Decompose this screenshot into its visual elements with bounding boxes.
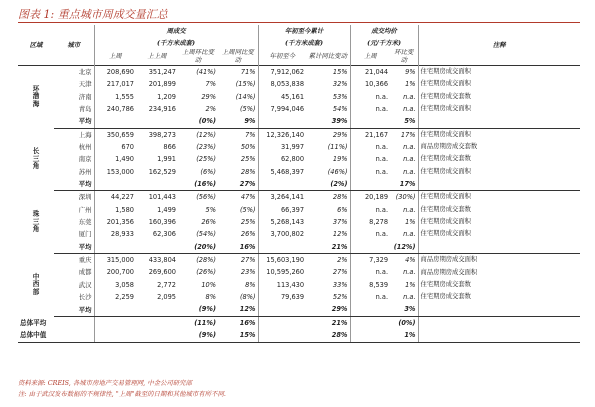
prev-week-volume: 433,804	[148, 256, 176, 265]
yoy-change: 25%	[218, 216, 258, 228]
average-price-change: (12%)	[390, 241, 418, 254]
weekly-volume: 201,356	[106, 218, 134, 226]
weekly-volume: 3,058	[115, 280, 134, 289]
prev-week-volume: 234,916	[148, 104, 176, 113]
average-ytd-yoy: (2%)	[306, 178, 350, 191]
ytd-total: 12,326,140	[266, 130, 305, 139]
average-blank	[258, 304, 306, 317]
avg-price: 10,366	[364, 80, 389, 89]
average-label: 平均	[54, 241, 94, 254]
avg-price: n.a.	[375, 205, 389, 214]
avg-price: 20,189	[364, 193, 389, 202]
header-price-wow: 环比变动	[390, 49, 418, 66]
wow-change: (6%)	[200, 167, 216, 176]
price-change: 9%	[390, 66, 418, 79]
header-yoy: 上周同比变动	[218, 49, 258, 66]
price-change: n.a.	[390, 153, 418, 165]
avg-price: n.a.	[375, 167, 389, 176]
yoy-change: 47%	[218, 191, 258, 204]
average-price-change: 17%	[390, 178, 418, 191]
prev-week-volume: 62,306	[152, 230, 176, 239]
wow-change: 8%	[205, 293, 216, 302]
price-change: n.a.	[390, 291, 418, 303]
header-prev-week: 上上周	[147, 52, 167, 61]
prev-week-volume: 201,899	[148, 80, 176, 89]
table-row	[18, 153, 580, 165]
yoy-change: 27%	[218, 254, 258, 267]
yoy-change: 71%	[218, 66, 258, 79]
ytd-yoy-change: 33%	[306, 279, 350, 291]
table-row	[18, 66, 580, 79]
wow-change: (54%)	[196, 230, 216, 239]
region-label: 中 西 部	[32, 272, 40, 296]
ytd-yoy-change: (11%)	[306, 141, 350, 153]
ytd-total: 7,994,046	[270, 104, 305, 113]
wow-change: (56%)	[196, 193, 216, 202]
summary-label: 总体中值	[18, 329, 94, 342]
average-price-change: 5%	[390, 115, 418, 128]
avg-price: 8,539	[369, 280, 389, 289]
average-blank	[136, 304, 178, 317]
city-name: 深圳	[54, 191, 94, 204]
price-change: 1%	[390, 78, 418, 90]
avg-price: 7,329	[369, 256, 389, 265]
weekly-volume: 315,000	[106, 256, 134, 265]
city-name: 济南	[54, 91, 94, 103]
header-city: 城市	[54, 25, 94, 66]
average-blank	[94, 115, 136, 128]
yoy-change: 23%	[218, 267, 258, 279]
weekly-volume: 28,933	[110, 230, 134, 239]
summary-label: 总体平均	[18, 316, 94, 329]
ytd-yoy-change: 2%	[306, 254, 350, 267]
yoy-change: (5%)	[218, 103, 258, 115]
table-row	[18, 204, 580, 216]
prev-week-volume: 1,991	[157, 155, 176, 164]
average-yoy: 27%	[218, 178, 258, 191]
price-change: n.a.	[390, 141, 418, 153]
summary-row	[18, 329, 580, 342]
average-blank	[94, 241, 136, 254]
weekly-volume: 153,000	[106, 167, 134, 176]
note: 住宅期房成交面积	[420, 130, 471, 138]
ytd-yoy-change: 29%	[306, 128, 350, 141]
ytd-total: 3,700,802	[270, 230, 305, 239]
average-wow: (0%)	[178, 115, 218, 128]
city-name: 苏州	[54, 166, 94, 178]
summary-row	[18, 316, 580, 329]
weekly-volume: 200,700	[106, 268, 134, 277]
average-ytd-yoy: 29%	[306, 304, 350, 317]
summary-price-change: (0%)	[390, 316, 418, 329]
city-name: 南京	[54, 153, 94, 165]
summary-blank	[258, 316, 306, 329]
summary-blank	[136, 329, 178, 342]
average-label: 平均	[54, 115, 94, 128]
summary-yoy: 15%	[218, 329, 258, 342]
summary-blank	[418, 329, 580, 342]
average-wow: (9%)	[178, 304, 218, 317]
header-avg-price: 成交均价	[350, 25, 418, 37]
note: 住宅期房成交套数	[420, 293, 471, 301]
note: 住宅期房成交面积	[420, 68, 471, 76]
source-footnote: 资料来源: CREIS, 各城市房地产交易管理网, 中金公司研究部	[18, 379, 192, 387]
ytd-yoy-change: 19%	[306, 153, 350, 165]
ytd-yoy-change: (46%)	[306, 166, 350, 178]
table-row	[18, 191, 580, 204]
average-label: 平均	[54, 304, 94, 317]
note: 住宅期房成交套数	[420, 155, 471, 163]
yoy-change: 28%	[218, 166, 258, 178]
note: 住宅期房成交面积	[420, 167, 471, 175]
header-weekly-unit: (千方米成套)	[94, 37, 258, 49]
city-name: 长沙	[54, 291, 94, 303]
avg-price: n.a.	[375, 142, 389, 151]
summary-blank	[350, 316, 390, 329]
avg-price: 8,278	[369, 218, 389, 226]
table-row	[18, 141, 580, 153]
summary-ytd-yoy: 21%	[306, 316, 350, 329]
prev-week-volume: 2,095	[157, 293, 176, 302]
average-label: 平均	[54, 178, 94, 191]
header-this-week: 上周	[108, 52, 122, 61]
yoy-change: 8%	[218, 279, 258, 291]
header-region: 区域	[29, 40, 43, 49]
ytd-yoy-change: 54%	[306, 103, 350, 115]
yoy-change: 26%	[218, 228, 258, 240]
average-blank	[350, 115, 390, 128]
weekly-volume: 1,555	[115, 92, 134, 101]
region-label: 环 渤 海	[32, 84, 40, 108]
price-change: n.a.	[390, 103, 418, 115]
average-blank	[350, 178, 390, 191]
note: 商品房期房成交面积	[420, 256, 478, 264]
wow-change: (12%)	[196, 130, 216, 139]
city-name: 武汉	[54, 279, 94, 291]
city-name: 上海	[54, 128, 94, 141]
ytd-total: 10,595,260	[266, 268, 305, 277]
average-row	[18, 241, 580, 254]
summary-price-change: 1%	[390, 329, 418, 342]
city-name: 北京	[54, 66, 94, 79]
yoy-change: (8%)	[218, 291, 258, 303]
wow-change: 10%	[201, 280, 216, 289]
average-blank	[94, 178, 136, 191]
avg-price: 21,044	[364, 67, 389, 76]
average-row	[18, 178, 580, 191]
wow-change: 2%	[205, 104, 216, 113]
average-row	[18, 304, 580, 317]
city-name: 广州	[54, 204, 94, 216]
price-change: 4%	[390, 254, 418, 267]
ytd-yoy-change: 37%	[306, 216, 350, 228]
title-rule	[18, 22, 580, 23]
prev-week-volume: 162,529	[148, 167, 176, 176]
city-name: 东莞	[54, 216, 94, 228]
average-yoy: 12%	[218, 304, 258, 317]
ytd-total: 5,268,143	[270, 218, 305, 226]
prev-week-volume: 351,247	[148, 67, 176, 76]
ytd-total: 62,800	[280, 155, 305, 164]
weekly-volume: 1,490	[115, 155, 134, 164]
table-row	[18, 228, 580, 240]
summary-wow: (11%)	[194, 318, 216, 327]
volume-table	[18, 25, 580, 343]
ytd-yoy-change: 53%	[306, 91, 350, 103]
note: 住宅期房成交套数	[420, 92, 471, 100]
average-blank	[418, 304, 580, 317]
header-ytd-unit: (千方米成套)	[258, 37, 350, 49]
wow-change: (25%)	[196, 155, 216, 164]
header-price-week: 上周	[363, 52, 377, 61]
ytd-total: 8,053,838	[270, 80, 305, 89]
ytd-yoy-change: 28%	[306, 191, 350, 204]
avg-price: n.a.	[375, 155, 389, 164]
average-row	[18, 115, 580, 128]
average-blank	[258, 241, 306, 254]
city-name: 天津	[54, 78, 94, 90]
table-row	[18, 279, 580, 291]
average-blank	[136, 115, 178, 128]
weekly-volume: 240,786	[106, 104, 134, 113]
summary-blank	[258, 329, 306, 342]
summary-blank	[136, 316, 178, 329]
average-blank	[418, 178, 580, 191]
ytd-total: 15,603,190	[266, 256, 305, 265]
prev-week-volume: 160,396	[148, 218, 176, 226]
prev-week-volume: 101,443	[148, 193, 176, 202]
average-blank	[350, 304, 390, 317]
ytd-total: 31,997	[280, 142, 305, 151]
average-blank	[350, 241, 390, 254]
average-blank	[258, 115, 306, 128]
weekly-volume: 2,259	[115, 293, 134, 302]
header-wow: 上周环比变动	[182, 49, 214, 64]
yoy-change: 25%	[218, 153, 258, 165]
average-ytd-yoy: 21%	[306, 241, 350, 254]
avg-price: n.a.	[375, 293, 389, 302]
header-weekly-volume: 周成交	[94, 25, 258, 37]
wow-change: (41%)	[196, 67, 216, 76]
wow-change: (23%)	[196, 142, 216, 151]
summary-yoy: 16%	[218, 316, 258, 329]
header-ytd-yoy: 累计同比变动	[306, 49, 350, 66]
note: 住宅期房成交套数	[420, 280, 471, 288]
weekly-volume: 350,659	[106, 130, 134, 139]
table-row	[18, 91, 580, 103]
price-change: n.a.	[390, 166, 418, 178]
table-row	[18, 216, 580, 228]
yoy-change: 50%	[218, 141, 258, 153]
figure-title: 图表 1: 重点城市周成交量汇总	[18, 8, 168, 21]
avg-price: n.a.	[375, 92, 389, 101]
weekly-volume: 217,017	[106, 80, 134, 89]
average-blank	[94, 304, 136, 317]
average-yoy: 9%	[218, 115, 258, 128]
avg-price: n.a.	[375, 230, 389, 239]
price-change: 17%	[390, 128, 418, 141]
weekly-volume: 670	[121, 142, 134, 151]
note: 住宅期房成交套数	[420, 205, 471, 213]
region-label: 长 三 角	[32, 147, 40, 171]
ytd-yoy-change: 6%	[306, 204, 350, 216]
yoy-change: (5%)	[218, 204, 258, 216]
summary-ytd-yoy: 28%	[306, 329, 350, 342]
average-blank	[258, 178, 306, 191]
ytd-total: 66,397	[280, 205, 305, 214]
header-notes: 注释	[492, 40, 506, 49]
prev-week-volume: 1,209	[157, 92, 176, 101]
ytd-total: 5,468,397	[270, 167, 305, 176]
city-name: 厦门	[54, 228, 94, 240]
city-name: 重庆	[54, 254, 94, 267]
region-label: 珠 三 角	[32, 209, 40, 234]
prev-week-volume: 1,499	[157, 205, 176, 214]
price-change: n.a.	[390, 204, 418, 216]
yoy-change: (14%)	[218, 91, 258, 103]
average-yoy: 16%	[218, 241, 258, 254]
note: 商品房期房成交套数	[420, 143, 478, 151]
note: 住宅期房成交面积	[420, 218, 471, 226]
summary-blank	[94, 329, 136, 342]
note-footnote: 注: 由于武汉发布数据的不规律性, "上周"截至的日期和其他城市有所不同.	[18, 390, 226, 398]
prev-week-volume: 269,600	[148, 268, 176, 277]
weekly-volume: 1,580	[115, 205, 134, 214]
summary-blank	[94, 316, 136, 329]
city-name: 成都	[54, 267, 94, 279]
average-blank	[418, 241, 580, 254]
city-name: 杭州	[54, 141, 94, 153]
ytd-yoy-change: 52%	[306, 291, 350, 303]
prev-week-volume: 866	[163, 142, 176, 151]
summary-blank	[418, 316, 580, 329]
average-blank	[418, 115, 580, 128]
average-wow: (16%)	[178, 178, 218, 191]
table-row	[18, 291, 580, 303]
ytd-total: 45,161	[280, 92, 305, 101]
prev-week-volume: 2,772	[157, 280, 176, 289]
wow-change: (28%)	[196, 256, 216, 265]
table-row	[18, 103, 580, 115]
header-ytd-total: 年初至今	[269, 52, 296, 61]
table-row	[18, 254, 580, 267]
average-price-change: 3%	[390, 304, 418, 317]
note: 住宅期房成交面积	[420, 230, 471, 238]
avg-price: 21,167	[364, 130, 389, 139]
ytd-yoy-change: 12%	[306, 228, 350, 240]
price-change: 1%	[390, 216, 418, 228]
weekly-volume: 208,690	[106, 67, 134, 76]
table-row	[18, 128, 580, 141]
prev-week-volume: 398,273	[148, 130, 176, 139]
average-blank	[136, 241, 178, 254]
wow-change: 29%	[201, 92, 216, 101]
ytd-yoy-change: 32%	[306, 78, 350, 90]
note: 住宅期房成交面积	[420, 193, 471, 201]
ytd-total: 79,639	[280, 293, 305, 302]
price-change: (30%)	[390, 191, 418, 204]
yoy-change: (15%)	[218, 78, 258, 90]
note: 商品房期房成交面积	[420, 268, 478, 276]
ytd-total: 7,912,062	[270, 67, 305, 76]
ytd-total: 113,430	[276, 280, 305, 289]
wow-change: 7%	[205, 80, 216, 89]
avg-price: n.a.	[375, 268, 389, 277]
price-change: n.a.	[390, 267, 418, 279]
avg-price: n.a.	[375, 104, 389, 113]
ytd-yoy-change: 27%	[306, 267, 350, 279]
average-ytd-yoy: 39%	[306, 115, 350, 128]
header-price-unit: (元/千方米)	[350, 37, 418, 49]
table-row	[18, 267, 580, 279]
city-name: 青岛	[54, 103, 94, 115]
note: 住宅期房成交面积	[420, 80, 471, 88]
wow-change: 26%	[201, 218, 216, 226]
header-ytd: 年初至今累计	[258, 25, 350, 37]
summary-wow: (9%)	[178, 329, 218, 342]
price-change: n.a.	[390, 228, 418, 240]
wow-change: (26%)	[196, 268, 216, 277]
yoy-change: 7%	[218, 128, 258, 141]
summary-blank	[350, 329, 390, 342]
weekly-volume: 44,227	[110, 193, 134, 202]
ytd-total: 3,264,141	[270, 193, 305, 202]
price-change: n.a.	[390, 91, 418, 103]
note: 住宅期房成交面积	[420, 105, 471, 113]
table-row	[18, 78, 580, 90]
wow-change: 5%	[205, 205, 216, 214]
price-change: 1%	[390, 279, 418, 291]
average-blank	[136, 178, 178, 191]
table-row	[18, 166, 580, 178]
average-wow: (20%)	[178, 241, 218, 254]
ytd-yoy-change: 15%	[306, 66, 350, 79]
